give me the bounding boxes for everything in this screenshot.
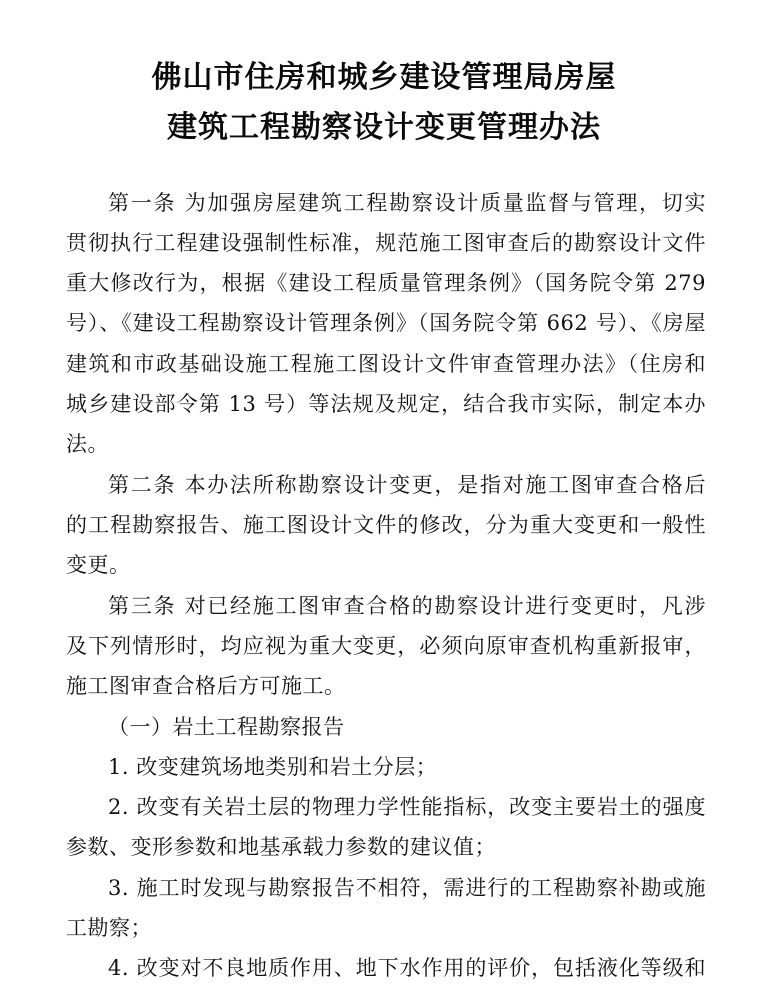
- article-1-line: 重大修改行为，根据《建设工程质量管理条例》（国务院令第 279: [66, 271, 706, 295]
- article-2-line: 变更。: [66, 553, 131, 577]
- article-2-line: 第二条 本办法所称勘察设计变更，是指对施工图审查合格后: [108, 473, 706, 497]
- article-2-line: 的工程勘察报告、施工图设计文件的修改，分为重大变更和一般性: [66, 513, 706, 537]
- article-3-line: 及下列情形时，均应视为重大变更，必须向原审查机构重新报审，: [66, 634, 706, 658]
- article-3-line: 第三条 对已经施工图审查合格的勘察设计进行变更时，凡涉: [108, 594, 706, 618]
- document-title-line-2: 建筑工程勘察设计变更管理办法: [167, 110, 601, 145]
- article-1-line: 第一条 为加强房屋建筑工程勘察设计质量监督与管理，切实: [108, 191, 706, 215]
- section-heading: （一）岩土工程勘察报告: [108, 715, 345, 739]
- list-item: 1. 改变建筑场地类别和岩土分层；: [108, 755, 438, 779]
- list-item-continuation: 参数、变形参数和地基承载力参数的建议值；: [66, 835, 496, 859]
- article-1-line: 法。: [66, 432, 109, 456]
- list-item: 2. 改变有关岩土层的物理力学性能指标，改变主要岩土的强度: [108, 795, 706, 819]
- list-item: 3. 施工时发现与勘察报告不相符，需进行的工程勘察补勘或施: [108, 876, 706, 900]
- document-title-line-1: 佛山市住房和城乡建设管理局房屋: [151, 60, 617, 95]
- article-1-line: 贯彻执行工程建设强制性标准，规范施工图审查后的勘察设计文件: [66, 231, 706, 255]
- article-3-line: 施工图审查合格后方可施工。: [66, 674, 346, 698]
- article-1-line: 建筑和市政基础设施工程施工图设计文件审查管理办法》（住房和: [66, 352, 706, 376]
- article-1-line: 号）、《建设工程勘察设计管理条例》（国务院令第 662 号）、《房屋: [66, 311, 706, 335]
- list-item-continuation: 工勘察；: [66, 916, 152, 940]
- list-item: 4. 改变对不良地质作用、地下水作用的评价，包括液化等级和: [108, 956, 706, 980]
- article-1-line: 城乡建设部令第 13 号）等法规及规定，结合我市实际，制定本办: [66, 392, 706, 416]
